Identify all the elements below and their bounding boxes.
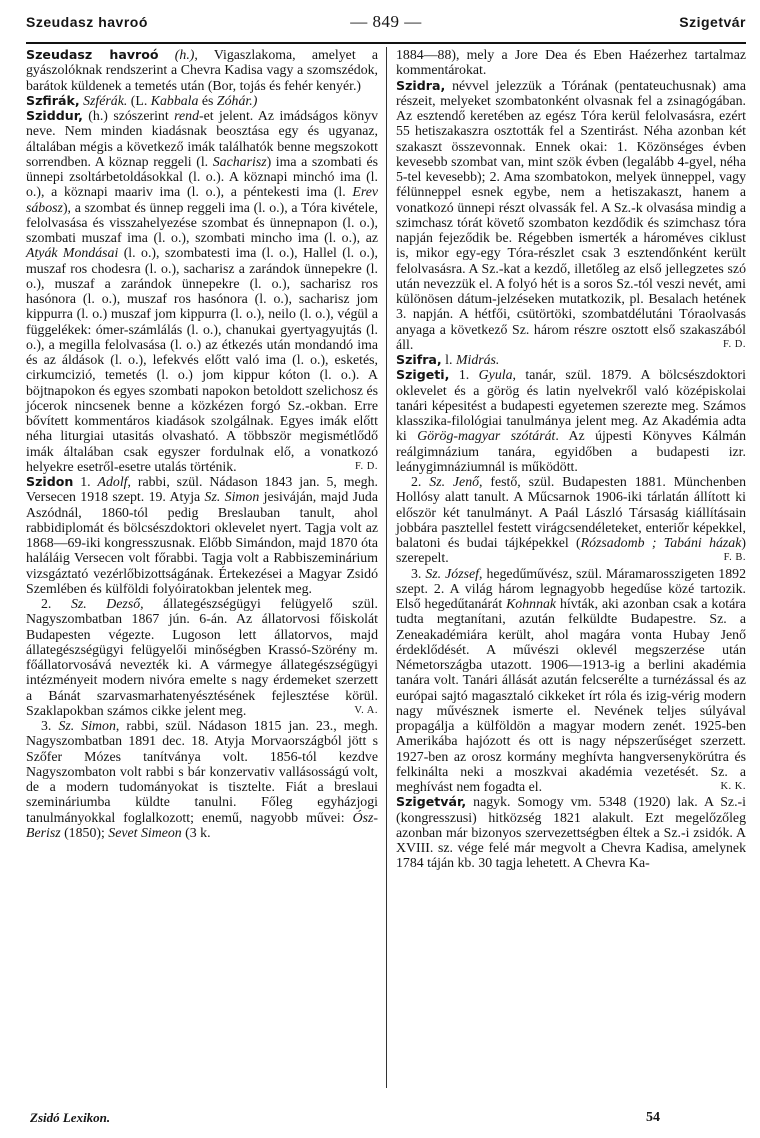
entry-headword: Szfirák, [26,92,80,108]
entry-text: (l. o.), szombatesti ima (l. o.), Hallel (l. o.), muszaf ros chodesra (l. o.), sacharisz a zarándok ünnepekre (l. o.), muszaf a zarándok ünnepekre (l. o.), sacharisz ros hasónora (l. o.), muszaf ros hasónora (l. o.), sacharisz jom kippurra (l. o.) muszaf jom kippurra (l. o.), neilo (l. o.), végül a függelékek: ómer-számlálás (l. o.), chanukai gyertyagyujtás (l. o.), a megilla felolvasása (l. o.) az étkezés után mondandó ima és az áldások (l. o.), lefekvés előtt való ima (l. o.), esketés, cirkumcizió, temetés (l. o.) jom kippur kóton (l. o.). A böjtnapokon és egyes szombati napokon betoldott szelichosz és jócerok nincsenek benne a közkézen forgó Sz.-okban. Erre bővített kommentáros kiadások szolgálnak. Egyes imák előtt néha liturgiai utasitás olvasható. A többször megismétlődő imák általában csak egyszer fordulnak elő, a vonatkozó helyekre esetről-esetre utalás történik. [26,245,378,474]
italic-term: rend [174,108,200,123]
entry-text: , tanár, szül. 1879. A bölcsészdoktori oklevelet és a görög és latin nyelvekről való középiskolai tanári képesitést a budapesti egyetemen szerezte meg. Számos klasszika-filológiai tanulmánya jelent meg. Az Akadémia adta ki [396,367,746,444]
entry-headword: Szidra, [396,77,446,93]
entry-text: 2. [411,474,430,489]
entry-text: jesiváján, majd Juda Aszódnál, 1860-tól pedig Breslauban tanult, ahol rabbidiplomát és bölcsészdoktori oklevelet nyert. Tagja volt az 1868—69-iki kongresszusnak. Előbb Simándon, majd 1870 óta haláláig Versecen volt főrabbi. Tagja volt a Rabbiszeminárium vizsgáztató vezérlőbizottságának. Értekezései a Magyar Zsidó Szemlében és külföldi folyóiratokban jelentek meg. [26,489,378,596]
author-signature: F. D. [723,338,746,350]
sub-entry-paragraph [26,596,378,718]
author-signature: V. A. [354,704,378,716]
entry-text: 1. [73,474,98,489]
entry-paragraph [26,474,378,596]
italic-term: Rózsadomb ; Tabáni házak [580,535,742,550]
sub-entry-paragraph [26,718,378,840]
entry-text: 3. [41,718,59,733]
text-columns [26,47,746,1088]
entry-text: (1850); [60,824,109,840]
italic-term: Sevet Simeon [108,824,182,840]
entry-text: 2. [41,596,71,611]
entry-text: ) ima a szombati és ünnepi zsoltárbetoldásokkal (l. o.). A köznapi minchó ima (l. o.), a köznapi maariv ima (l. o.), a péntekesti ima (l. [26,153,378,200]
entry-text: nagyk. Somogy vm. 5348 (1920) lak. A Sz.-i (kongresszusi) hitközség 1821 alakult. Ezt megelőzőleg azonban már bizonyos szervezettségben éltek a Sz.-i zsidók. A XVIII. sz. vége felé már megvolt a Chevra Kadisa, amelynek 1784 táján kb. 30 tagja lehetett. A Chevra Ka- [396,794,746,871]
entry-text: (3 k. [181,824,211,840]
italic-term: Midrás. [455,352,500,367]
italic-term: Sz. Simon [58,718,116,733]
entry-text: , állategészségügyi felügyelő szül. Nagyszombatban 1867 jún. 6-án. Az állatorvosi főiskolát Budapesten végezte. Lugoson lett állatorvos, majd állategészségügyi felügyelői minőségben Krassó-Szörény m. főállatorvosává nevezték ki. A vármegye állategészségügyi intézményeit modern nivóra emelte s nagy érdemeket szerzett a Bánát szarvasmarhatenyésztésének fejlesztése körül. Szaklapokban számos cikke jelent meg. [26,596,378,718]
entry-text: ), a szombat és ünnep reggeli ima (l. o.), a Tóra kivétele, felolvasása és visszahelyezése szombat és ünnepnapon (l. o.), szombati muszaf ima (l. o.), szombati mincho ima (l. o.), az [26,199,378,245]
entry-headword: Szigetvár, [396,794,467,810]
entry-paragraph [26,47,378,93]
footer-publication: Zsidó Lexikon. [30,1110,111,1125]
entry-text: 3. [411,565,426,581]
italic-term: Atyák Mondásai [26,245,119,261]
entry-headword: Sziddur, [26,108,83,123]
italic-term: Sz. Simon [204,489,260,505]
page-number: — 849 — [350,12,422,31]
continued-paragraph [396,47,746,78]
header-rule [26,42,746,44]
entry-paragraph [26,93,378,108]
entry-text: és [198,92,217,108]
entry-text: 1884—88), mely a Jore Dea és Eben Haézerhez tartalmaz kommentárokat. [396,47,746,78]
author-signature: K. K. [720,781,746,792]
italic-term: Kohnnak [506,596,557,611]
entry-text: ) szerepelt. [396,535,747,566]
italic-term: Sacharisz [212,153,267,169]
entry-text: (L. [127,92,151,108]
entry-text: , festő, szül. Budapesten 1881. Münchenben Hollósy alatt tanult. A Műcsarnok 1906-iki tárlatán állított ki először két tanulmányt. A Paál László Társaság kiállításain jobbára pasztellel festett virágcsendéleteket, enteriőr képekkel, balatoni és budai tájképekkel ( [396,474,746,550]
header-right-keyword: Szigetvár [679,14,746,30]
author-signature: F. B. [723,552,746,564]
entry-text: -et jelent. Az imádságos könyv neve. Nem minden kiadásnak beosztása egy és ugyanaz, általában mégis a következő imák találhatók benne megszokott sorrendben. A köznap reggeli (l. [26,108,379,169]
author-signature: F. D. [355,460,378,472]
italic-term: Zóhár.) [216,92,258,108]
italic-term: Kabbala [150,92,199,108]
page-footer [30,1110,670,1126]
entry-headword: Szidon [26,474,74,489]
italic-term: Sz. József [425,565,479,581]
sub-entry-paragraph [396,566,746,795]
footer-signature-number: 54 [646,1110,660,1125]
entry-text: , hegedűművész, szül. Máramarosszigeten 1892 szept. 2. A világ három legnagyobb hegedűse közé tartozik. Első hegedűtanárát [396,565,746,611]
entry-text: , rabbi, szül. Nádason 1843 jan. 5, megh. Versecen 1918 szept. 19. Atyja [26,474,378,505]
italic-term: (h.) [174,47,195,62]
entry-paragraph [396,794,746,870]
italic-term: Görög-magyar szótárát [417,428,556,444]
entry-text: . Az újpesti Könyves Kálmán reálgimnázium tanára, egyidőben a budapesti izr. leánygimnáziumnál is működött. [396,428,747,474]
italic-term: Gyula [478,367,513,383]
entry-paragraph [396,78,746,353]
right-column [386,47,746,1088]
italic-term: Adolf [97,474,128,489]
entry-paragraph [26,108,378,474]
italic-term: Erev sábosz [26,184,378,215]
entry-headword: Szifra, [396,352,442,367]
header-left-keyword: Szeudasz havroó [26,14,148,30]
entry-text: névvel jelezzük a Tórának (pentateuchusnak) ama részeit, melyeket szombatonként olvasnak fel a zsinagógában. Az esztendő keretében az egész Tóra kerül felolvasásra, ezért 55 hetiszakaszra osztották fel a Szentirást. Néha azonban két szakaszt összevonnak. Ennek okai: 1. Közönséges évben kevesebb szombat van, mint szök évben (legalább 4-gyel, néha 5-tel kevesebb); 2. Ama szombatokon, melyek ünneppel, vagy félünneppel esnek egybe, nem a hetiszakaszt, hanem a vonatkozó ünnepi részt olvassák fel. A Sz.-k olvasása mindig a szimchasz tórát követő szombaton kezdődik és szimchasz tóra napján fejeződik be. Régebben ismerték a hároméves ciklust is, mikor egy-egy Tóra-részlet csak 3 esztendőnként került felolvasásra. A Sz.-kat a kezdő, illetőleg az első jellegzetes szó után nevezzük el. A folyó hét is a soros Sz.-tól veszi nevét, ami különösen dátum-jelzéseken mutatkozik, pl. Besalach hetének 3. napján. A hétfői, csütörtöki, szombatdélutáni Tóraolvasás anyaga a következő Sz. három részre osztott első szakaszából áll. [396,77,746,352]
entry-text: , Vigaszlakoma, amelyet a gyászolóknak rendszerint a Chevra Kadisa vagy a szomszédok, barátok küldenek a temetés után (Bor, tojás és fehér kenyér.) [26,47,379,93]
entry-paragraph [396,352,746,367]
entry-text: 1. [449,367,479,383]
entry-text: (h.) szószerint [82,108,175,123]
left-column [26,47,386,1088]
entry-paragraph [396,367,746,474]
entry-headword: Szigeti, [396,367,450,383]
italic-term: Ósz-Berisz [26,809,378,840]
entry-text: l. [441,352,456,367]
italic-term: Sz. Dezső [70,596,141,611]
sub-entry-paragraph [396,474,746,566]
italic-term: Szférák. [83,92,128,108]
entry-headword: Szeudasz havroó [26,47,159,62]
entry-text: , rabbi, szül. Nádason 1815 jan. 23., megh. Nagyszombatban 1891 dec. 18. Atyja Morvaországból jött s Szőfer Mózes tanítványa volt. 1856-tól kezdve Nagyszombaton volt rabbi s bár konzervativ vallásosságú volt, de a modern tudományokat is tisztelte. Fiát a breslaui szemináriumba küldte tanulni. Főleg egyházjogi tanulmányokkal foglalkozott; enemű, nagyobb művei: [26,718,378,825]
entry-text: hívták, aki azonban csak a kotára tudta megtanítani, azután felküldte Budapestre. Sz. a Zeneakadémiára került, ahol magára vonta Hubay Jenő érdeklődését. A művészi oklevél megszerzése után Németországba utazott. 1906—1913-ig a berlini akadémia tanára volt. Tanári állását azután felcserélte a turnézással és az európai sajtó magasztaló cikkeket írt róla és izig-vérig modern nagy művésznek ismerte el. Nevének teljes súlyával propagálja a külföldön a magyar modern zenét. 1925-ben Amerikába hajózott és ott is nagy népszerűséget szerzett. 1927-ben az orosz kormány meghívta hangversenykörútra és felkinálta neki a moszkvai akadémia vezetését. Sz. a meghívást nem fogadta el. [396,596,746,794]
entry-text [159,47,175,62]
italic-term: Sz. Jenő [429,474,480,489]
running-header [26,4,746,40]
